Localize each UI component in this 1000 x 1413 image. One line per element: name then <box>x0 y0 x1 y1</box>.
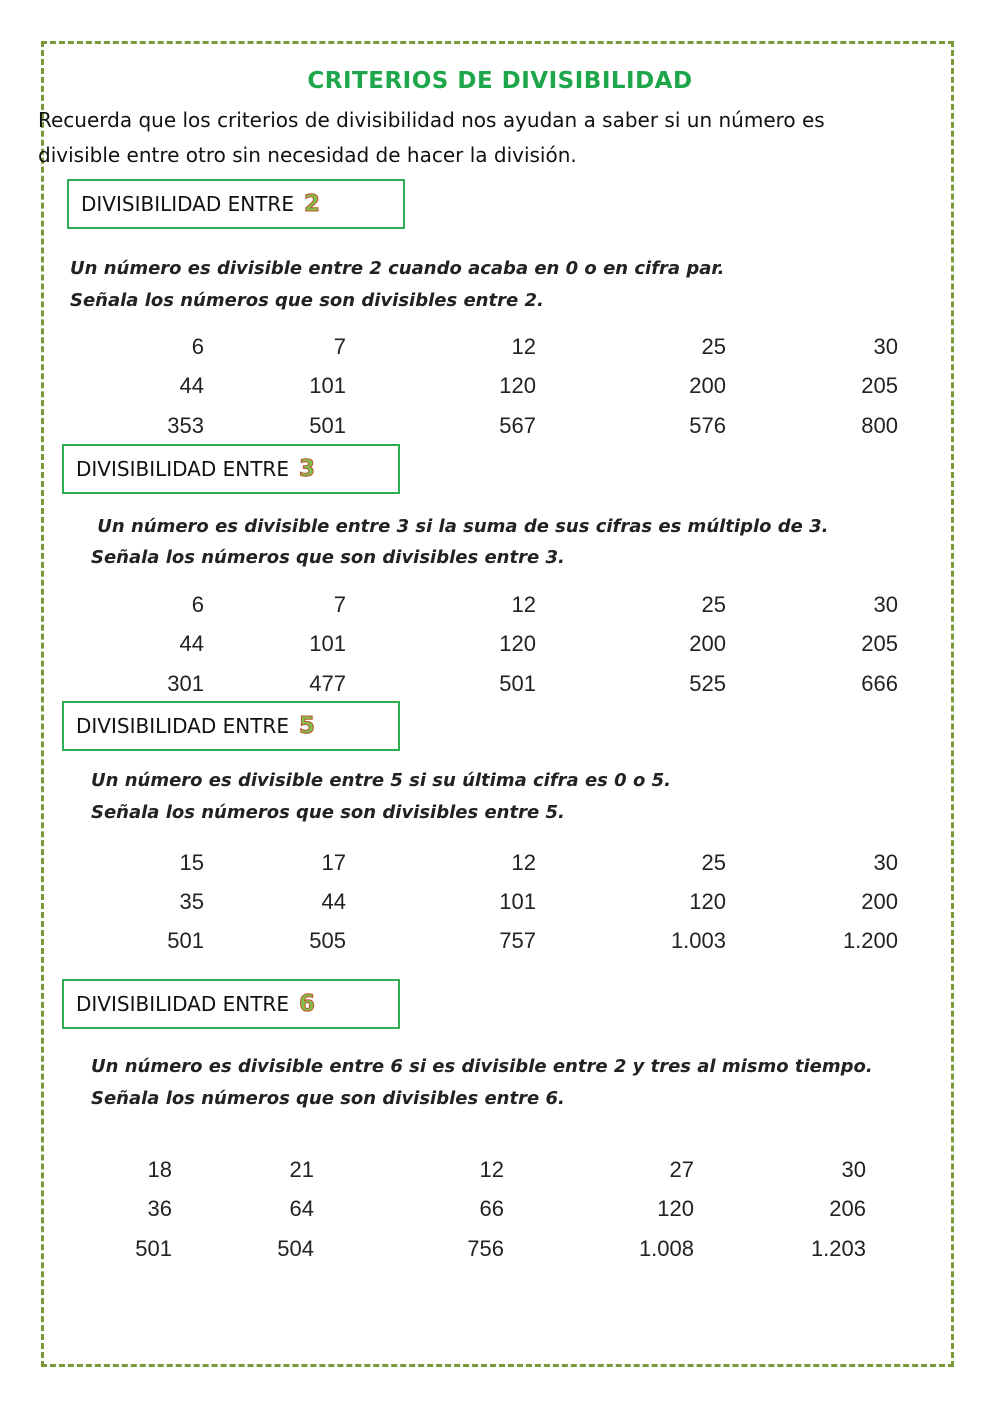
number-cell[interactable]: 66 <box>479 1196 504 1221</box>
intro-line-2: divisible entre otro sin necesidad de hacer la división. <box>38 143 577 167</box>
number-cell[interactable]: 64 <box>289 1196 314 1221</box>
number-cell[interactable]: 1.203 <box>810 1236 866 1261</box>
section-divisor: 3 <box>298 456 315 482</box>
number-cell[interactable]: 12 <box>511 592 536 617</box>
number-grid <box>0 334 1000 444</box>
number-cell[interactable]: 206 <box>829 1196 866 1221</box>
rule-text: Un número es divisible entre 5 si su última cifra es 0 o 5. <box>91 770 671 791</box>
number-cell[interactable]: 35 <box>179 889 204 914</box>
number-cell[interactable]: 800 <box>861 413 898 438</box>
section-heading-box-5 <box>62 701 400 751</box>
number-cell[interactable]: 501 <box>499 671 536 696</box>
number-cell[interactable]: 477 <box>309 671 346 696</box>
page-title: CRITERIOS DE DIVISIBILIDAD <box>307 68 693 94</box>
instruction-text: Señala los números que son divisibles entre 6. <box>91 1088 565 1109</box>
number-cell[interactable]: 756 <box>467 1236 504 1261</box>
number-cell[interactable]: 120 <box>499 631 536 656</box>
number-cell[interactable]: 1.008 <box>638 1236 694 1261</box>
number-cell[interactable]: 120 <box>657 1196 694 1221</box>
number-cell[interactable]: 30 <box>841 1157 866 1182</box>
number-cell[interactable]: 36 <box>147 1196 172 1221</box>
number-cell[interactable]: 30 <box>873 592 898 617</box>
section-divisor: 6 <box>298 991 315 1017</box>
instruction-text: Señala los números que son divisibles entre 3. <box>91 547 565 568</box>
number-cell[interactable]: 12 <box>511 334 536 359</box>
number-cell[interactable]: 567 <box>499 413 536 438</box>
number-cell[interactable]: 6 <box>191 592 204 617</box>
number-cell[interactable]: 205 <box>861 631 898 656</box>
number-cell[interactable]: 44 <box>179 373 204 398</box>
section-heading-label: DIVISIBILIDAD ENTRE <box>76 457 289 481</box>
number-cell[interactable]: 1.200 <box>842 928 898 953</box>
number-cell[interactable]: 1.003 <box>670 928 726 953</box>
section-heading-label: DIVISIBILIDAD ENTRE <box>81 192 294 216</box>
number-cell[interactable]: 7 <box>333 334 346 359</box>
number-cell[interactable]: 505 <box>309 928 346 953</box>
number-grid <box>0 1157 1000 1267</box>
number-cell[interactable]: 301 <box>167 671 204 696</box>
number-cell[interactable]: 504 <box>277 1236 314 1261</box>
instruction-text: Señala los números que son divisibles entre 2. <box>70 290 544 311</box>
section-heading-label: DIVISIBILIDAD ENTRE <box>76 714 289 738</box>
number-cell[interactable]: 25 <box>701 334 726 359</box>
number-cell[interactable]: 666 <box>861 671 898 696</box>
rule-text: Un número es divisible entre 3 si la suma de sus cifras es múltiplo de 3. <box>91 516 829 537</box>
number-cell[interactable]: 30 <box>873 334 898 359</box>
number-cell[interactable]: 120 <box>689 889 726 914</box>
number-cell[interactable]: 44 <box>179 631 204 656</box>
number-cell[interactable]: 15 <box>179 850 204 875</box>
number-cell[interactable]: 101 <box>309 631 346 656</box>
number-cell[interactable]: 120 <box>499 373 536 398</box>
rule-text: Un número es divisible entre 6 si es divisible entre 2 y tres al mismo tiempo. <box>91 1056 873 1077</box>
number-cell[interactable]: 21 <box>289 1157 314 1182</box>
number-cell[interactable]: 44 <box>321 889 346 914</box>
section-heading-label: DIVISIBILIDAD ENTRE <box>76 992 289 1016</box>
number-cell[interactable]: 12 <box>479 1157 504 1182</box>
number-cell[interactable]: 12 <box>511 850 536 875</box>
number-cell[interactable]: 200 <box>689 373 726 398</box>
section-heading-box-6 <box>62 979 400 1029</box>
number-cell[interactable]: 25 <box>701 850 726 875</box>
section-heading-box-3 <box>62 444 400 494</box>
number-cell[interactable]: 101 <box>499 889 536 914</box>
instruction-text: Señala los números que son divisibles entre 5. <box>91 802 565 823</box>
number-cell[interactable]: 205 <box>861 373 898 398</box>
intro-line-1: Recuerda que los criterios de divisibilidad nos ayudan a saber si un número es <box>38 108 825 132</box>
number-cell[interactable]: 7 <box>333 592 346 617</box>
section-divisor: 5 <box>298 713 315 739</box>
number-cell[interactable]: 501 <box>309 413 346 438</box>
number-cell[interactable]: 101 <box>309 373 346 398</box>
number-grid <box>0 592 1000 702</box>
number-cell[interactable]: 200 <box>689 631 726 656</box>
number-cell[interactable]: 17 <box>321 850 346 875</box>
rule-text: Un número es divisible entre 2 cuando acaba en 0 o en cifra par. <box>70 258 725 279</box>
number-cell[interactable]: 501 <box>167 928 204 953</box>
number-cell[interactable]: 525 <box>689 671 726 696</box>
number-cell[interactable]: 353 <box>167 413 204 438</box>
section-heading-box-2 <box>67 179 405 229</box>
section-divisor: 2 <box>303 191 320 217</box>
number-cell[interactable]: 27 <box>669 1157 694 1182</box>
number-cell[interactable]: 501 <box>135 1236 172 1261</box>
number-grid <box>0 850 1000 960</box>
number-cell[interactable]: 30 <box>873 850 898 875</box>
number-cell[interactable]: 576 <box>689 413 726 438</box>
number-cell[interactable]: 18 <box>147 1157 172 1182</box>
number-cell[interactable]: 25 <box>701 592 726 617</box>
number-cell[interactable]: 6 <box>191 334 204 359</box>
number-cell[interactable]: 757 <box>499 928 536 953</box>
number-cell[interactable]: 200 <box>861 889 898 914</box>
